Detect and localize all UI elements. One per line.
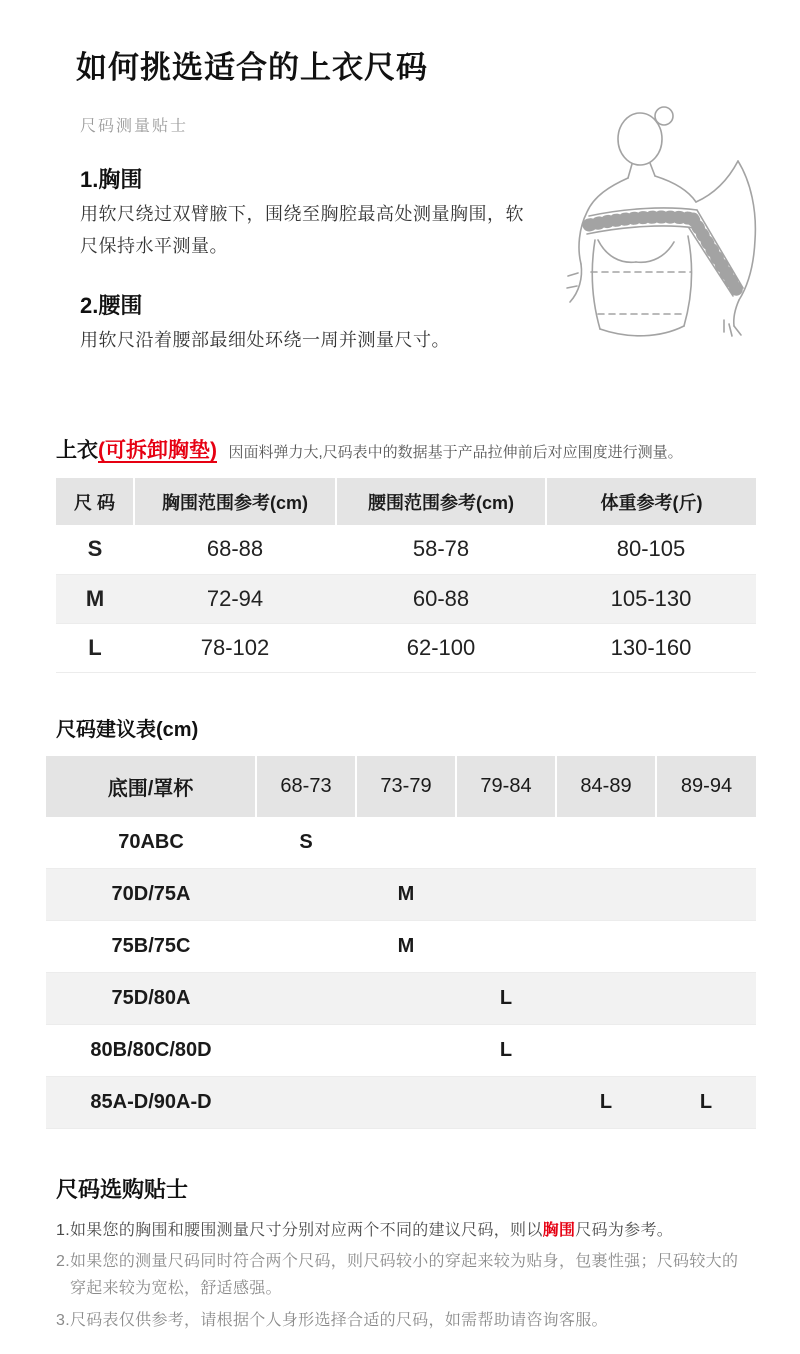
table-row: [46, 1077, 756, 1129]
table-cell: 80-105: [546, 525, 756, 574]
column-header-range: 84-89: [556, 756, 656, 817]
table-cell: 60-88: [336, 574, 546, 623]
table-cell: L: [456, 1025, 556, 1077]
column-header-range: 68-73: [256, 756, 356, 817]
measure-step-text-bust: 用软尺绕过双臂腋下，围绕至胸腔最高处测量胸围，软尺保持水平测量。: [80, 204, 524, 256]
table-cell: L: [656, 1077, 756, 1129]
size-guide-page: [0, 42, 800, 1354]
measurement-section: [0, 113, 800, 364]
table-row: [46, 921, 756, 973]
tips-title: 尺码选购贴士: [56, 1177, 189, 1202]
measurement-text-column: [80, 113, 525, 364]
tips-list: [56, 1217, 752, 1334]
table-cell: 130-160: [546, 623, 756, 672]
table-intro: [56, 434, 800, 464]
table-cell: L: [456, 973, 556, 1025]
cup-label-cell: 75D/80A: [46, 973, 256, 1025]
table-cell: M: [356, 921, 456, 973]
table-cell: [356, 1025, 456, 1077]
size-range-table: [56, 478, 756, 673]
table-cell: [656, 921, 756, 973]
page-title: 如何挑选适合的上衣尺码: [76, 50, 428, 85]
table-cell: 62-100: [336, 623, 546, 672]
size-label-cell: L: [56, 623, 134, 672]
table-cell: [656, 817, 756, 869]
table-cell: [456, 921, 556, 973]
table-cell: [556, 869, 656, 921]
table-row: [56, 525, 756, 574]
cup-label-cell: 70ABC: [46, 817, 256, 869]
section-subtitle: 尺码测量贴士: [80, 118, 189, 135]
column-header-weight: 体重参考(斤): [546, 478, 756, 525]
table-cell: [556, 1025, 656, 1077]
tip-number: 1.: [56, 1222, 70, 1239]
tip-highlight-bust: 胸围: [542, 1222, 576, 1239]
table-cell: [256, 1025, 356, 1077]
cup-label-cell: 70D/75A: [46, 869, 256, 921]
table-cell: 58-78: [336, 525, 546, 574]
table-cell: 105-130: [546, 574, 756, 623]
table-cell: [356, 1077, 456, 1129]
suggestion-table-title: 尺码建议表(cm): [56, 718, 199, 741]
measure-step-text-waist: 用软尺沿着腰部最细处环绕一周并测量尺寸。: [80, 330, 450, 350]
cup-label-cell: 80B/80C/80D: [46, 1025, 256, 1077]
table-row: [46, 1025, 756, 1077]
table-cell: [556, 921, 656, 973]
tip-text-pre: 如果您的胸围和腰围测量尺寸分别对应两个不同的建议尺码，则以: [69, 1222, 543, 1239]
table-row: [46, 817, 756, 869]
table-row: [46, 869, 756, 921]
tip-text: 尺码表仅供参考，请根据个人身形选择合适的尺码，如需帮助请咨询客服。: [69, 1311, 608, 1329]
table-cell: [556, 973, 656, 1025]
table-cell: L: [556, 1077, 656, 1129]
measurement-illustration: [529, 99, 779, 364]
column-header-range: 79-84: [456, 756, 556, 817]
tip-item: [56, 1307, 752, 1334]
cup-label-cell: 75B/75C: [46, 921, 256, 973]
measure-step-heading-bust: 1.胸围: [80, 167, 143, 192]
table-header-row: [56, 478, 756, 525]
table-cell: 72-94: [134, 574, 336, 623]
tip-item: [56, 1248, 752, 1302]
table-cell: [256, 973, 356, 1025]
detachable-pad-label: (可拆卸胸垫): [98, 439, 217, 462]
table-row: [46, 973, 756, 1025]
table-cell: [556, 817, 656, 869]
cup-label-cell: 85A-D/90A-D: [46, 1077, 256, 1129]
tip-number: 3.: [56, 1311, 70, 1329]
tip-number: 2.: [56, 1253, 70, 1271]
torso-line-art-icon: [529, 99, 779, 359]
tip-item: [56, 1217, 752, 1244]
garment-label: 上衣: [56, 439, 98, 462]
table-cell: 78-102: [134, 623, 336, 672]
table-cell: 68-88: [134, 525, 336, 574]
table-cell: [456, 1077, 556, 1129]
stretch-note: 因面料弹力大,尺码表中的数据基于产品拉伸前后对应围度进行测量。: [228, 444, 683, 461]
table-cell: M: [356, 869, 456, 921]
tip-text-post: 尺码为参考。: [575, 1222, 674, 1239]
column-header-waist: 腰围范围参考(cm): [336, 478, 546, 525]
cup-size-suggestion-table: [46, 756, 756, 1130]
table-cell: S: [256, 817, 356, 869]
size-label-cell: S: [56, 525, 134, 574]
table-cell: [456, 817, 556, 869]
table-cell: [656, 1025, 756, 1077]
column-header-range: 89-94: [656, 756, 756, 817]
column-header-range: 73-79: [356, 756, 456, 817]
column-header-size: 尺 码: [56, 478, 134, 525]
table-row: [56, 623, 756, 672]
table-row: [56, 574, 756, 623]
table-cell: [456, 869, 556, 921]
tip-text: [70, 1217, 752, 1244]
table-cell: [356, 973, 456, 1025]
table-cell: [656, 973, 756, 1025]
tip-text: 如果您的测量尺码同时符合两个尺码，则尺码较小的穿起来较为贴身，包裹性强；尺码较大的穿起来较为宽松，舒适感强。: [69, 1253, 739, 1298]
measure-step-heading-waist: 2.腰围: [80, 293, 143, 318]
column-header-band-cup: 底围/罩杯: [46, 756, 256, 817]
size-label-cell: M: [56, 574, 134, 623]
table-header-row: [46, 756, 756, 817]
table-cell: [256, 1077, 356, 1129]
column-header-bust: 胸围范围参考(cm): [134, 478, 336, 525]
table-cell: [256, 869, 356, 921]
table-cell: [656, 869, 756, 921]
table-cell: [356, 817, 456, 869]
table-cell: [256, 921, 356, 973]
